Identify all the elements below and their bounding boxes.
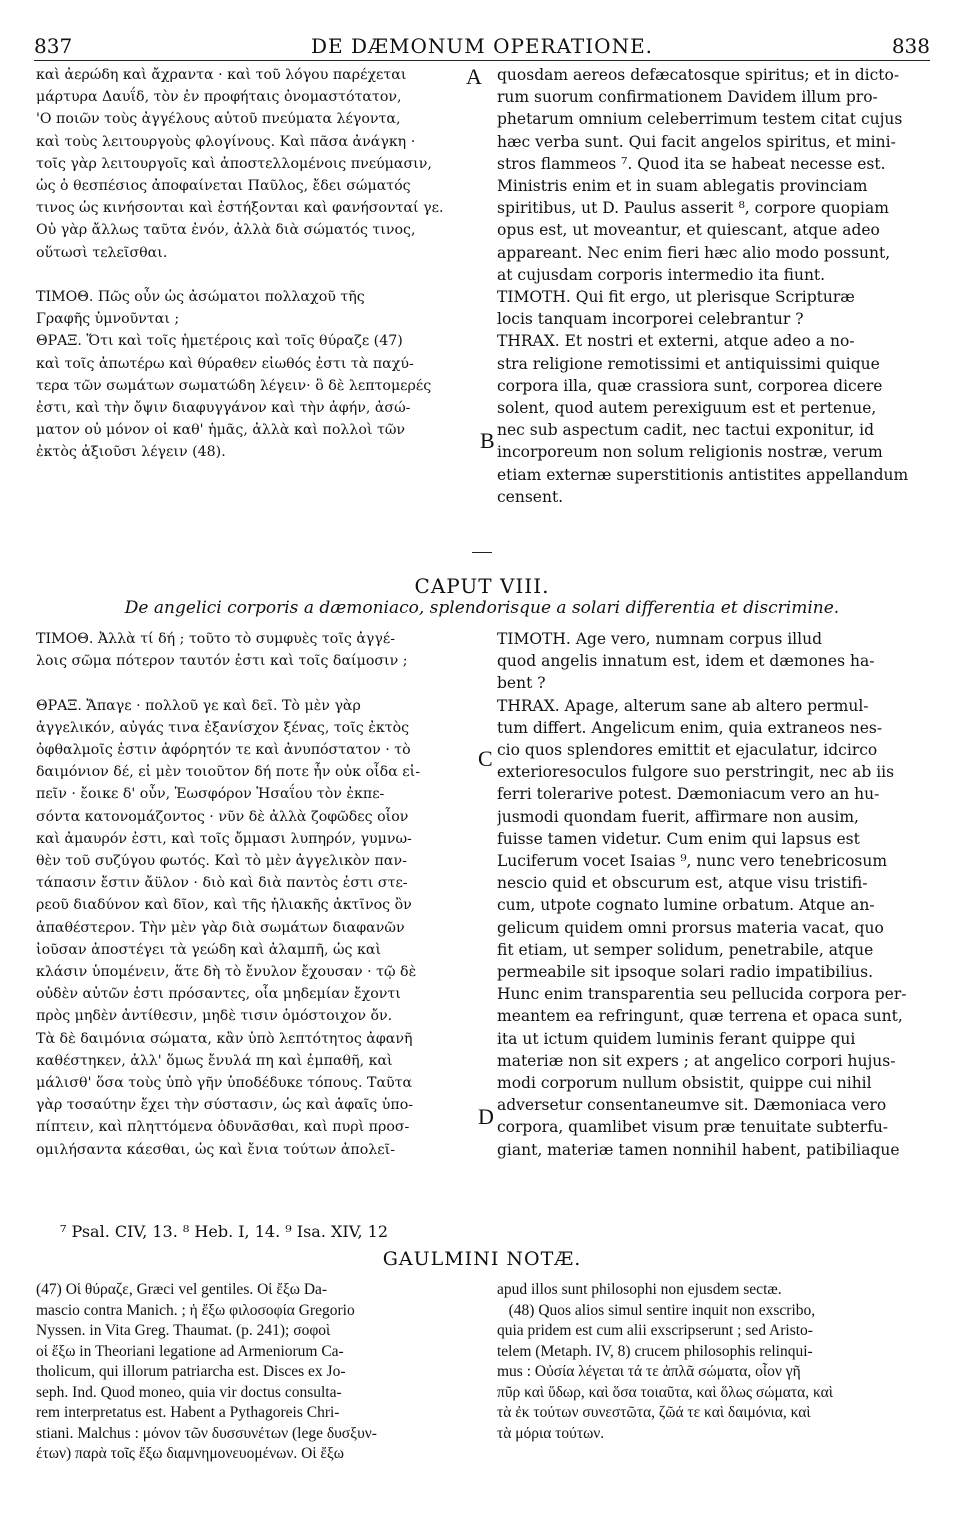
page-number-left: 837 bbox=[34, 34, 73, 58]
running-title: DE DÆMONUM OPERATIONE. bbox=[310, 34, 654, 58]
header-rule bbox=[34, 60, 930, 61]
page-header bbox=[34, 34, 930, 60]
footnotes: ⁷ Psal. CIV, 13. ⁸ Heb. I, 14. ⁹ Isa. XIV, 12 bbox=[60, 1222, 388, 1241]
margin-letter-b: B bbox=[480, 428, 495, 453]
notes-left-column: (47) Οἱ θύραζε, Græci vel gentiles. Οἱ ἔξω Da- mascio contra Manich. ; ἡ ἔξω φιλοσοφία Gregorio Nyssen. in Vita Greg. Thaumat. (p. 241); σοφοὶ οἱ ἔξω in Theoriani legatione ad Armeniorum Ca- tholicum, qui illorum patriarcha est. Disces ex Jo- seph. Ind. Quod moneo, quia vir doctus consulta- rem interpretatus est. Habent a Pythagoreis Chri- stiani. Malchus : μόνον τῶν δυσσυνέτων (lege δυσξυν- έτων) παρὰ τοῖς ἔξω διαμνημονευομένων. Οἱ ἔξω bbox=[36, 1281, 377, 1462]
margin-letter-c: C bbox=[478, 746, 493, 771]
chapter-subtitle: De angelici corporis a dæmoniaco, splendorisque a solari differentia et discrimine. bbox=[124, 598, 840, 618]
section-separator bbox=[472, 552, 492, 553]
greek-text-section-2: ΤΙΜΟΘ. Ἀλλὰ τί δή ; τοῦτο τὸ συμφυὲς τοῖς ἀγγέ- λοις σῶμα πότερον ταυτόν ἐστι καὶ τοῖς δαίμοσιν ; ΘΡΑΞ. Ἄπαγε · πολλοῦ γε καὶ δεῖ. Τὸ μὲν γὰρ ἀγγελικόν, αὐγάς τινα ἐξανίσχον ξένας, τοῖς ἐκτὸς ὀφθαλμοῖς ἐστιν ἀφόρητόν τε καὶ ἀνυπόστατον · τὸ δαιμόνιον δέ, εἰ μὲν τοιοῦτον δή ποτε ἦν οὐκ οἶδα εἰ- πεῖν · ἔοικε δ' οὖν, Ἑωσφόρον Ἡσαΐου τὸν ἐκπε- σόντα κατονομάζοντος · νῦν δὲ ἀλλὰ ζοφῶδες οἷον καὶ ἀμαυρόν ἐστι, καὶ τοῖς ὄμμασι λυπηρόν, γυμνω- θὲν τοῦ συζύγου φωτός. Καὶ τὸ μὲν ἀγγελικὸν παν- τάπασιν ἔστιν ἄϋλον · διὸ καὶ διὰ παντὸς ἐστι στε- ρεοῦ διαδύνον καὶ δῖον, καὶ τῆς ἡλιακῆς ἀκτῖνος ὂν ἀπαθέστερον. Τὴν μὲν γὰρ διὰ σωμάτων διαφανῶν ἰοῦσαν ἀποστέγει τὰ γεώδη καὶ ἀλαμπῆ, ὡς καὶ κλάσιν ὑπομένειν, ἅτε δὴ τὸ ἔνυλον ἔχουσαν · τῷ δὲ οὐδὲν αὐτῶν ἐστι πρόσαντες, οἷα μηδεμίαν ἔχοντι πρὸς μηδὲν ἀντίθεσιν, μηδὲ τισιν ὁμόστοιχον ὄν. Τὰ δὲ δαιμόνια σώματα, κἂν ὑπὸ λεπτότητος ἀφανῆ καθέστηκεν, ἀλλ' ὅμως ἔνυλά πη καὶ ἐμπαθῆ, καὶ μάλισθ' ὅσα τοὺς ὑπὸ γῆν ὑποδέδυκε τόπους. Ταῦτα γὰρ τοσαύτην ἔχει τὴν σύστασιν, ὡς καὶ ἁφαῖς ὑπο- πίπτειν, καὶ πληττόμενα ὀδυνᾶσθαι, καὶ πυρὶ προσ- ομιλήσαντα κάεσθαι, ὡς καὶ ἔνια τούτων ἀπολεῖ- bbox=[36, 631, 421, 1158]
margin-letter-d: D bbox=[478, 1104, 494, 1129]
greek-text-section-1: καὶ ἀερώδη καὶ ἄχραντα · καὶ τοῦ λόγου παρέχεται μάρτυρα Δαυΐδ, τὸν ἐν προφήταις ὀνομαστότατον, 'Ο ποιῶν τοὺς ἀγγέλους αὐτοῦ πνεύματα λέγοντα, καὶ τοὺς λειτουργοὺς φλογίνους. Καὶ πᾶσα ἀνάγκη · τοῖς γὰρ λειτουργοῖς καὶ ἀποστελλομένοις πνεύμασιν, ὡς ὁ θεσπέσιος ἀποφαίνεται Παῦλος, ἔδει σώματός τινος ὡς κινήσονται καὶ ἐστήξονται καὶ φανήσονταί γε. Οὐ γὰρ ἄλλως ταῦτα ἐνόν, ἀλλὰ διὰ σώματός τινος, οὕτωσὶ τελεῖσθαι. ΤΙΜΟΘ. Πῶς οὖν ὡς ἀσώματοι πολλαχοῦ τῆς Γραφῆς ὑμνοῦνται ; ΘΡΑΞ. Ὅτι καὶ τοῖς ἡμετέροις καὶ τοῖς θύραζε (47) καὶ τοῖς ἀπωτέρω καὶ θύραθεν εἰωθός ἐστι τὰ παχύ- τερα τῶν σωμάτων σωματώδη λέγειν· ὃ δὲ λεπτομερές ἐστι, καὶ τὴν ὄψιν διαφυγγάνον καὶ τὴν ἁφήν, ἀσώ- ματον οὐ μόνον οἱ καθ' ἡμᾶς, ἀλλὰ καὶ πολλοὶ τῶν ἐκτὸς ἀξιοῦσι λέγειν (48). bbox=[36, 67, 444, 461]
notes-right-column: apud illos sunt philosophi non ejusdem sectæ. (48) Quos alios simul sentire inquit non exscribo, quia pridem est cum alii exscripserunt ; sed Aristo- telem (Metaph. IV, 8) crucem philosophis relinqui- mus : Οὐσία λέγεται τά τε ἁπλᾶ σώματα, οἷον γῆ πῦρ καὶ ὕδωρ, καὶ ὅσα τοιαῦτα, καὶ ὅλως σώματα, καὶ τὰ ἐκ τούτων συνεστῶτα, ζῶά τε καὶ δαιμόνια, καὶ τὰ μόρια τούτων. bbox=[497, 1281, 833, 1442]
latin-text-section-2: TIMOTH. Age vero, numnam corpus illud quod angelis innatum est, idem et dæmones ha- bent ? THRAX. Apage, alterum sane ab altero permul- tum differt. Angelicum enim, quia extraneos nes- cio quos splendores emittit et ejaculatur, idcirco exterioresoculos fulgore suo perstringit, nec ab iis ferri tolerarive potest. Dæmoniacum vero an hu- jusmodi quondam fuerit, affirmare non ausim, fuisse tamen videtur. Cum enim qui lapsus est Luciferum vocet Isaias ⁹, nunc vero tenebricosum nescio quid et obscurum est, atque visu tristifi- cum, utpote cognato lumine orbatum. Atque an- gelicum quidem omni prorsus materia vacat, quo fit etiam, ut semper solidum, penetrabile, atque permeabile sit ipsoque solari radio impatibilius. Hunc enim transparentia seu pellucida corpora per- meantem ea refringunt, quæ terrena et opaca sunt, ita ut ictum quidem luminis ferant quippe qui materiæ non sit expers ; at angelico corpori hujus- modi corporum nullum obsistit, quippe cui nihil adversetur consentaneumve sit. Dæmoniaca vero corpora, quamlibet visum præ tenuitate subterfu- giant, materiæ tamen nonnihil habent, patibiliaque bbox=[497, 630, 907, 1159]
margin-letter-a: A bbox=[466, 64, 482, 89]
chapter-heading: CAPUT VIII. bbox=[414, 574, 550, 598]
latin-text-section-1: quosdam aereos defæcatosque spiritus; et in dicto- rum suorum confirmationem Davidem illum pro- phetarum omnium celeberrimum testem citat cujus hæc verba sunt. Qui facit angelos spiritus, et mini- stros flammeos ⁷. Quod ita se habeat necesse est. Ministris enim et in suam ablegatis provinciam spiritibus, ut D. Paulus asserit ⁸, corpore quopiam opus est, ut moveantur, et quiescant, atque adeo appareant. Nec enim fieri hæc alio modo possunt, at cujusdam corporis intermedio ita fiunt. TIMOTH. Qui fit ergo, ut plerisque Scripturæ locis tanquam incorporei celebrantur ? THRAX. Et nostri et externi, atque adeo a no- stra religione remotissimi et antiquissimi quique corpora illa, quæ crassiora sunt, corporea dicere solent, quod autem perexiguum est et pertenue, nec sub aspectum cadit, nec tactui exponitur, id incorporeum non solum religionis nostræ, verum etiam externæ superstitionis antistites appellandum censent. bbox=[497, 66, 909, 506]
page-number-right: 838 bbox=[891, 34, 930, 58]
notes-heading: GAULMINI NOTÆ. bbox=[382, 1248, 582, 1270]
